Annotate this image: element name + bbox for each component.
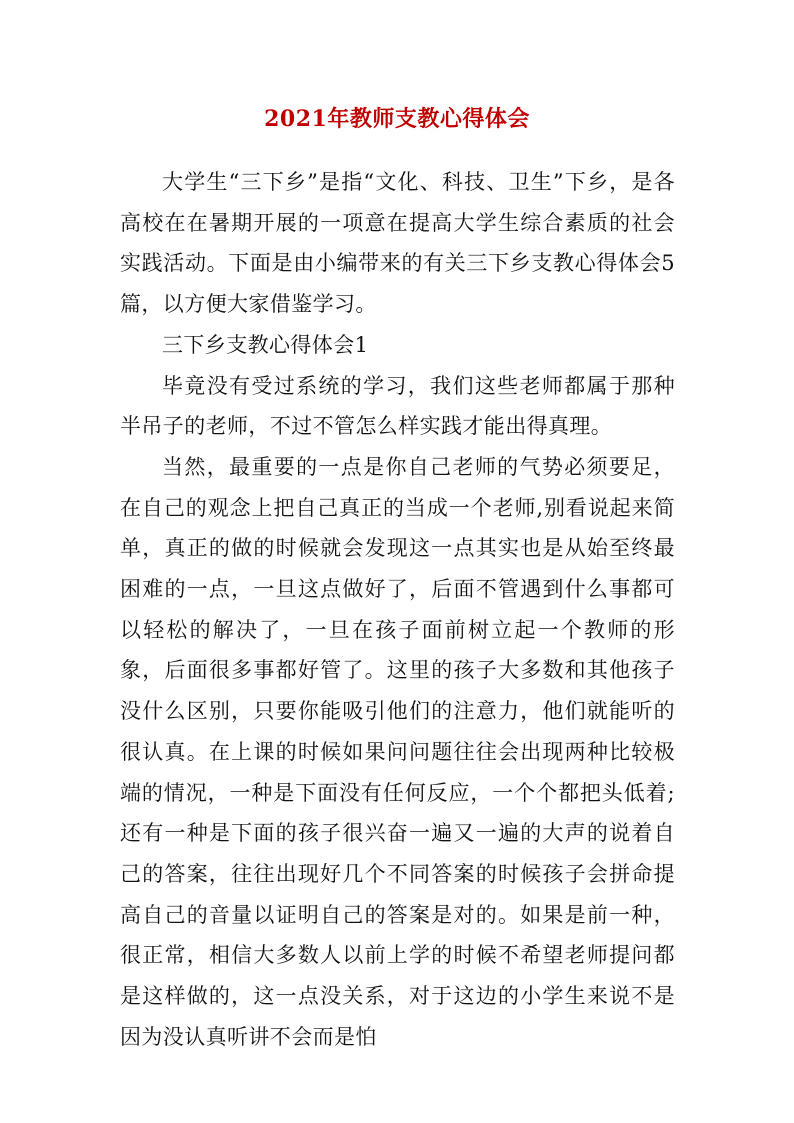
section-heading: 三下乡支教心得体会1 [162, 332, 369, 357]
body-paragraph: 毕竟没有受过系统的学习，我们这些老师都属于那种半吊子的老师，不过不管怎么样实践才能出得真理。 [120, 373, 675, 439]
intro-paragraph: 大学生“三下乡”是指“文化、科技、卫生”下乡，是各高校在在暑期开展的一项意在提高大学生综合素质的社会实践活动。下面是由小编带来的有关三下乡支教心得体会5篇，以方便大家借鉴学习。 [120, 170, 675, 317]
document-body [120, 162, 675, 1057]
body-paragraph: 当然，最重要的一点是你自己老师的气势必须要足，在自己的观念上把自己真正的当成一个老师,别看说起来简单，真正的做的时候就会发现这一点其实也是从始至终最困难的一点，一旦这点做好了，后面不管遇到什么事都可以轻松的解决了，一旦在孩子面前树立起一个教师的形象，后面很多事都好管了。这里的孩子大多数和其他孩子没什么区别，只要你能吸引他们的注意力，他们就能听的很认真。在上课的时候如果问问题往往会出现两种比较极端的情况，一种是下面没有任何反应，一个个都把头低着;还有一种是下面的孩子很兴奋一遍又一遍的大声的说着自己的答案，往往出现好几个不同答案的时候孩子会拼命提高自己的音量以证明自己的答案是对的。如果是前一种，很正常，相信大多数人以前上学的时候不希望老师提问都是这样做的，这一点没关系，对于这边的小学生来说不是因为没认真听讲不会而是怕 [120, 454, 675, 1049]
document-title: 2021年教师支教心得体会 [264, 106, 530, 132]
